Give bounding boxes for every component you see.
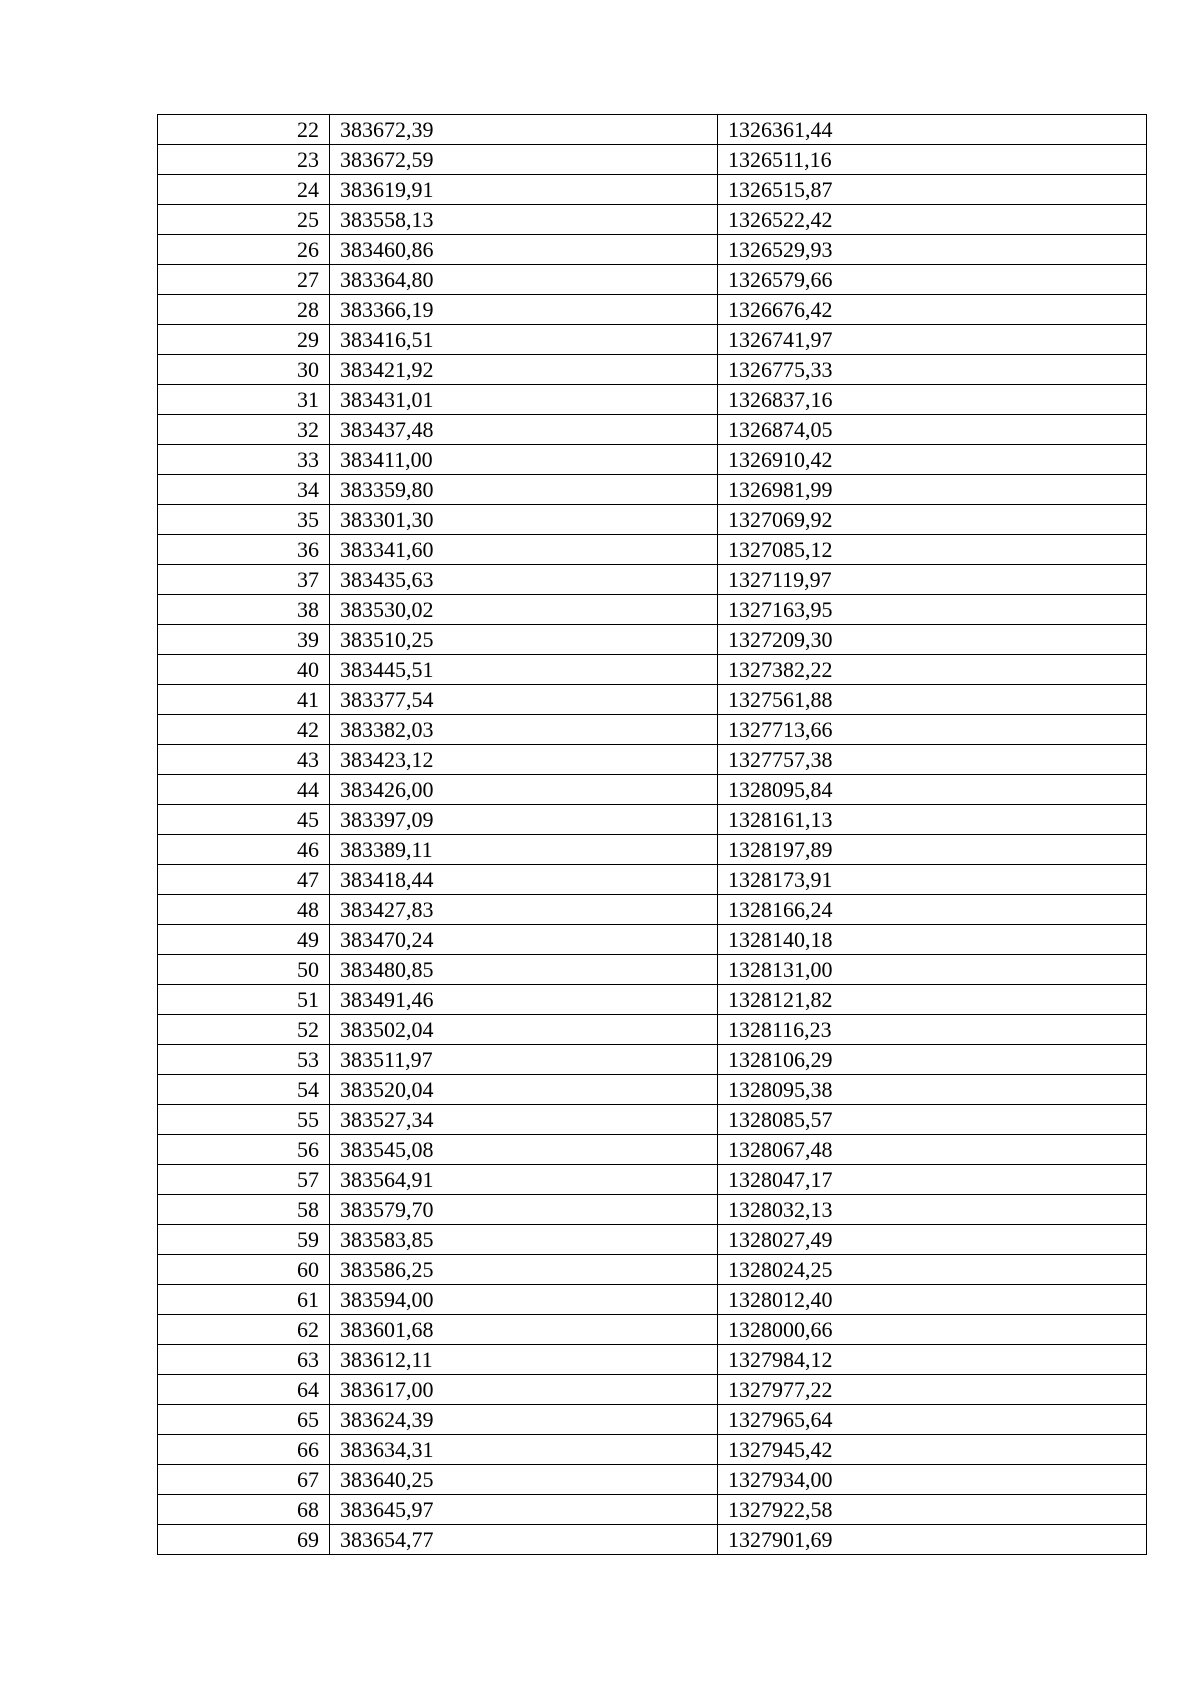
x-coordinate-cell: 383416,51 xyxy=(330,325,718,355)
point-number-cell: 28 xyxy=(158,295,330,325)
y-coordinate-cell: 1326676,42 xyxy=(718,295,1147,325)
y-coordinate-cell: 1328121,82 xyxy=(718,985,1147,1015)
point-number-cell: 22 xyxy=(158,115,330,145)
table-row xyxy=(158,1135,1147,1165)
x-coordinate-cell: 383583,85 xyxy=(330,1225,718,1255)
x-coordinate-cell: 383445,51 xyxy=(330,655,718,685)
x-coordinate-cell: 383359,80 xyxy=(330,475,718,505)
y-coordinate-cell: 1326910,42 xyxy=(718,445,1147,475)
point-number-cell: 52 xyxy=(158,1015,330,1045)
y-coordinate-cell: 1328012,40 xyxy=(718,1285,1147,1315)
point-number-cell: 27 xyxy=(158,265,330,295)
table-row xyxy=(158,475,1147,505)
table-row xyxy=(158,1195,1147,1225)
x-coordinate-cell: 383421,92 xyxy=(330,355,718,385)
point-number-cell: 54 xyxy=(158,1075,330,1105)
coordinates-table xyxy=(157,114,1147,1555)
table-row xyxy=(158,355,1147,385)
x-coordinate-cell: 383460,86 xyxy=(330,235,718,265)
table-row xyxy=(158,1465,1147,1495)
x-coordinate-cell: 383564,91 xyxy=(330,1165,718,1195)
point-number-cell: 47 xyxy=(158,865,330,895)
table-row xyxy=(158,565,1147,595)
y-coordinate-cell: 1328095,38 xyxy=(718,1075,1147,1105)
point-number-cell: 43 xyxy=(158,745,330,775)
y-coordinate-cell: 1326529,93 xyxy=(718,235,1147,265)
point-number-cell: 40 xyxy=(158,655,330,685)
y-coordinate-cell: 1327757,38 xyxy=(718,745,1147,775)
y-coordinate-cell: 1328095,84 xyxy=(718,775,1147,805)
point-number-cell: 29 xyxy=(158,325,330,355)
y-coordinate-cell: 1328173,91 xyxy=(718,865,1147,895)
x-coordinate-cell: 383427,83 xyxy=(330,895,718,925)
x-coordinate-cell: 383530,02 xyxy=(330,595,718,625)
table-row xyxy=(158,445,1147,475)
y-coordinate-cell: 1328106,29 xyxy=(718,1045,1147,1075)
x-coordinate-cell: 383502,04 xyxy=(330,1015,718,1045)
point-number-cell: 57 xyxy=(158,1165,330,1195)
y-coordinate-cell: 1328047,17 xyxy=(718,1165,1147,1195)
point-number-cell: 63 xyxy=(158,1345,330,1375)
x-coordinate-cell: 383301,30 xyxy=(330,505,718,535)
x-coordinate-cell: 383435,63 xyxy=(330,565,718,595)
coordinates-table-body xyxy=(158,115,1147,1555)
table-row xyxy=(158,145,1147,175)
table-row xyxy=(158,955,1147,985)
x-coordinate-cell: 383634,31 xyxy=(330,1435,718,1465)
point-number-cell: 44 xyxy=(158,775,330,805)
y-coordinate-cell: 1326775,33 xyxy=(718,355,1147,385)
y-coordinate-cell: 1327561,88 xyxy=(718,685,1147,715)
y-coordinate-cell: 1328161,13 xyxy=(718,805,1147,835)
y-coordinate-cell: 1328116,23 xyxy=(718,1015,1147,1045)
y-coordinate-cell: 1326511,16 xyxy=(718,145,1147,175)
point-number-cell: 67 xyxy=(158,1465,330,1495)
point-number-cell: 24 xyxy=(158,175,330,205)
table-row xyxy=(158,265,1147,295)
point-number-cell: 61 xyxy=(158,1285,330,1315)
table-row xyxy=(158,1255,1147,1285)
point-number-cell: 39 xyxy=(158,625,330,655)
point-number-cell: 56 xyxy=(158,1135,330,1165)
x-coordinate-cell: 383491,46 xyxy=(330,985,718,1015)
y-coordinate-cell: 1326837,16 xyxy=(718,385,1147,415)
table-row xyxy=(158,1075,1147,1105)
x-coordinate-cell: 383480,85 xyxy=(330,955,718,985)
y-coordinate-cell: 1327922,58 xyxy=(718,1495,1147,1525)
y-coordinate-cell: 1327945,42 xyxy=(718,1435,1147,1465)
table-row xyxy=(158,745,1147,775)
y-coordinate-cell: 1328032,13 xyxy=(718,1195,1147,1225)
x-coordinate-cell: 383586,25 xyxy=(330,1255,718,1285)
point-number-cell: 46 xyxy=(158,835,330,865)
point-number-cell: 49 xyxy=(158,925,330,955)
point-number-cell: 37 xyxy=(158,565,330,595)
x-coordinate-cell: 383520,04 xyxy=(330,1075,718,1105)
x-coordinate-cell: 383418,44 xyxy=(330,865,718,895)
table-row xyxy=(158,385,1147,415)
table-row xyxy=(158,685,1147,715)
point-number-cell: 69 xyxy=(158,1525,330,1555)
table-row xyxy=(158,505,1147,535)
y-coordinate-cell: 1327965,64 xyxy=(718,1405,1147,1435)
table-row xyxy=(158,985,1147,1015)
point-number-cell: 26 xyxy=(158,235,330,265)
y-coordinate-cell: 1327119,97 xyxy=(718,565,1147,595)
table-row xyxy=(158,205,1147,235)
table-row xyxy=(158,595,1147,625)
table-row xyxy=(158,1435,1147,1465)
point-number-cell: 42 xyxy=(158,715,330,745)
table-row xyxy=(158,1525,1147,1555)
table-row xyxy=(158,1495,1147,1525)
x-coordinate-cell: 383377,54 xyxy=(330,685,718,715)
table-row xyxy=(158,925,1147,955)
point-number-cell: 62 xyxy=(158,1315,330,1345)
x-coordinate-cell: 383617,00 xyxy=(330,1375,718,1405)
x-coordinate-cell: 383612,11 xyxy=(330,1345,718,1375)
table-row xyxy=(158,325,1147,355)
y-coordinate-cell: 1328131,00 xyxy=(718,955,1147,985)
y-coordinate-cell: 1327382,22 xyxy=(718,655,1147,685)
table-row xyxy=(158,625,1147,655)
x-coordinate-cell: 383527,34 xyxy=(330,1105,718,1135)
table-row xyxy=(158,1345,1147,1375)
x-coordinate-cell: 383437,48 xyxy=(330,415,718,445)
x-coordinate-cell: 383672,59 xyxy=(330,145,718,175)
point-number-cell: 41 xyxy=(158,685,330,715)
point-number-cell: 34 xyxy=(158,475,330,505)
point-number-cell: 33 xyxy=(158,445,330,475)
x-coordinate-cell: 383545,08 xyxy=(330,1135,718,1165)
x-coordinate-cell: 383640,25 xyxy=(330,1465,718,1495)
x-coordinate-cell: 383431,01 xyxy=(330,385,718,415)
y-coordinate-cell: 1327713,66 xyxy=(718,715,1147,745)
point-number-cell: 48 xyxy=(158,895,330,925)
point-number-cell: 38 xyxy=(158,595,330,625)
x-coordinate-cell: 383470,24 xyxy=(330,925,718,955)
table-row xyxy=(158,115,1147,145)
y-coordinate-cell: 1327977,22 xyxy=(718,1375,1147,1405)
y-coordinate-cell: 1326515,87 xyxy=(718,175,1147,205)
point-number-cell: 64 xyxy=(158,1375,330,1405)
point-number-cell: 58 xyxy=(158,1195,330,1225)
point-number-cell: 55 xyxy=(158,1105,330,1135)
point-number-cell: 51 xyxy=(158,985,330,1015)
y-coordinate-cell: 1327209,30 xyxy=(718,625,1147,655)
x-coordinate-cell: 383364,80 xyxy=(330,265,718,295)
y-coordinate-cell: 1328027,49 xyxy=(718,1225,1147,1255)
y-coordinate-cell: 1327069,92 xyxy=(718,505,1147,535)
table-row xyxy=(158,655,1147,685)
y-coordinate-cell: 1328067,48 xyxy=(718,1135,1147,1165)
x-coordinate-cell: 383558,13 xyxy=(330,205,718,235)
x-coordinate-cell: 383366,19 xyxy=(330,295,718,325)
y-coordinate-cell: 1328024,25 xyxy=(718,1255,1147,1285)
point-number-cell: 25 xyxy=(158,205,330,235)
point-number-cell: 35 xyxy=(158,505,330,535)
x-coordinate-cell: 383510,25 xyxy=(330,625,718,655)
point-number-cell: 50 xyxy=(158,955,330,985)
x-coordinate-cell: 383654,77 xyxy=(330,1525,718,1555)
point-number-cell: 60 xyxy=(158,1255,330,1285)
point-number-cell: 53 xyxy=(158,1045,330,1075)
y-coordinate-cell: 1327901,69 xyxy=(718,1525,1147,1555)
table-row xyxy=(158,1225,1147,1255)
table-row xyxy=(158,1045,1147,1075)
y-coordinate-cell: 1326874,05 xyxy=(718,415,1147,445)
x-coordinate-cell: 383423,12 xyxy=(330,745,718,775)
x-coordinate-cell: 383341,60 xyxy=(330,535,718,565)
x-coordinate-cell: 383594,00 xyxy=(330,1285,718,1315)
table-row xyxy=(158,775,1147,805)
x-coordinate-cell: 383672,39 xyxy=(330,115,718,145)
point-number-cell: 32 xyxy=(158,415,330,445)
point-number-cell: 66 xyxy=(158,1435,330,1465)
point-number-cell: 59 xyxy=(158,1225,330,1255)
y-coordinate-cell: 1327984,12 xyxy=(718,1345,1147,1375)
table-row xyxy=(158,1105,1147,1135)
y-coordinate-cell: 1328166,24 xyxy=(718,895,1147,925)
x-coordinate-cell: 383619,91 xyxy=(330,175,718,205)
x-coordinate-cell: 383645,97 xyxy=(330,1495,718,1525)
x-coordinate-cell: 383511,97 xyxy=(330,1045,718,1075)
y-coordinate-cell: 1327934,00 xyxy=(718,1465,1147,1495)
x-coordinate-cell: 383426,00 xyxy=(330,775,718,805)
table-row xyxy=(158,1405,1147,1435)
point-number-cell: 30 xyxy=(158,355,330,385)
x-coordinate-cell: 383601,68 xyxy=(330,1315,718,1345)
y-coordinate-cell: 1328085,57 xyxy=(718,1105,1147,1135)
y-coordinate-cell: 1326522,42 xyxy=(718,205,1147,235)
x-coordinate-cell: 383624,39 xyxy=(330,1405,718,1435)
table-row xyxy=(158,1285,1147,1315)
point-number-cell: 23 xyxy=(158,145,330,175)
x-coordinate-cell: 383389,11 xyxy=(330,835,718,865)
y-coordinate-cell: 1328140,18 xyxy=(718,925,1147,955)
y-coordinate-cell: 1327085,12 xyxy=(718,535,1147,565)
table-row xyxy=(158,1165,1147,1195)
table-row xyxy=(158,415,1147,445)
table-row xyxy=(158,865,1147,895)
y-coordinate-cell: 1326741,97 xyxy=(718,325,1147,355)
table-row xyxy=(158,535,1147,565)
x-coordinate-cell: 383397,09 xyxy=(330,805,718,835)
point-number-cell: 36 xyxy=(158,535,330,565)
y-coordinate-cell: 1328000,66 xyxy=(718,1315,1147,1345)
y-coordinate-cell: 1326579,66 xyxy=(718,265,1147,295)
table-row xyxy=(158,835,1147,865)
table-row xyxy=(158,1375,1147,1405)
point-number-cell: 68 xyxy=(158,1495,330,1525)
table-row xyxy=(158,1015,1147,1045)
y-coordinate-cell: 1328197,89 xyxy=(718,835,1147,865)
table-row xyxy=(158,295,1147,325)
table-row xyxy=(158,805,1147,835)
y-coordinate-cell: 1326361,44 xyxy=(718,115,1147,145)
table-row xyxy=(158,895,1147,925)
y-coordinate-cell: 1326981,99 xyxy=(718,475,1147,505)
point-number-cell: 31 xyxy=(158,385,330,415)
table-row xyxy=(158,235,1147,265)
x-coordinate-cell: 383579,70 xyxy=(330,1195,718,1225)
point-number-cell: 65 xyxy=(158,1405,330,1435)
y-coordinate-cell: 1327163,95 xyxy=(718,595,1147,625)
table-row xyxy=(158,715,1147,745)
table-row xyxy=(158,1315,1147,1345)
point-number-cell: 45 xyxy=(158,805,330,835)
x-coordinate-cell: 383382,03 xyxy=(330,715,718,745)
table-row xyxy=(158,175,1147,205)
x-coordinate-cell: 383411,00 xyxy=(330,445,718,475)
